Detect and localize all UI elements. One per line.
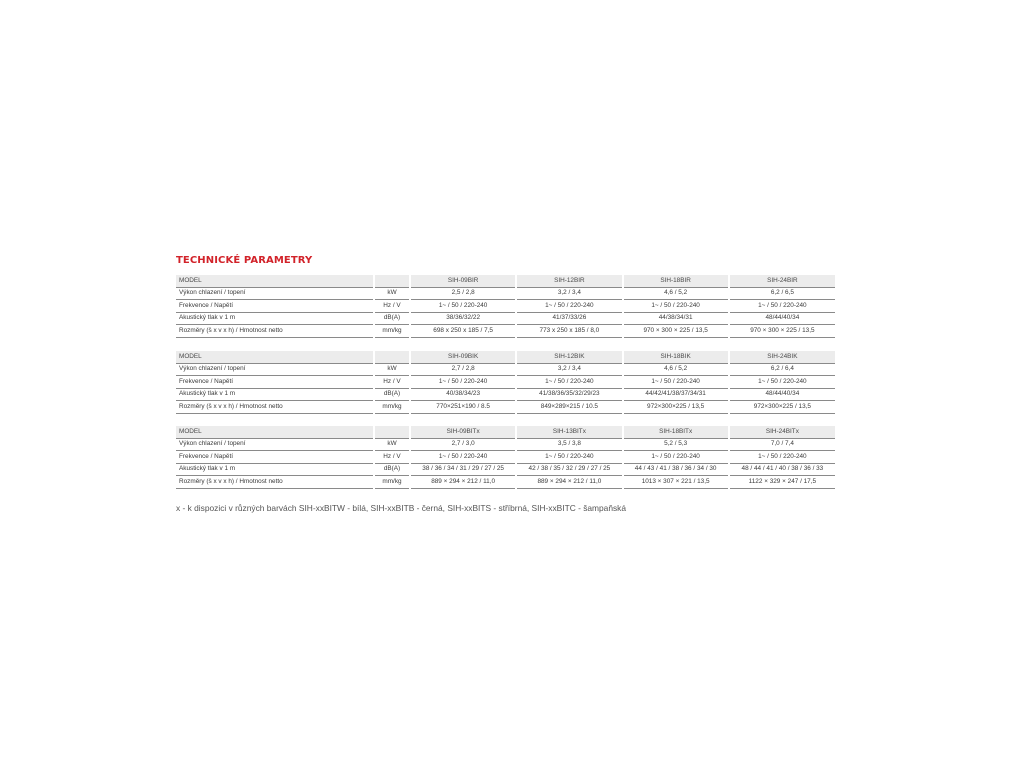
table-row [176,312,835,325]
parameter-label: Výkon chlazení / topení [176,438,374,451]
parameter-value: 1~ / 50 / 220-240 [516,451,622,464]
parameter-value: 1~ / 50 / 220-240 [623,376,729,389]
parameter-value: 2,5 / 2,8 [410,287,516,300]
parameter-unit: Hz / V [374,376,410,389]
table-row [176,438,835,451]
parameter-value: 1~ / 50 / 220-240 [729,376,835,389]
parameter-label: Akustický tlak v 1 m [176,312,374,325]
parameter-value: 1122 × 329 × 247 / 17,5 [729,476,835,489]
parameter-unit: dB(A) [374,463,410,476]
parameter-unit: dB(A) [374,312,410,325]
parameter-value: 1~ / 50 / 220-240 [623,451,729,464]
model-name-cell: SIH-18BITx [623,426,729,438]
parameter-value: 889 × 294 × 212 / 11,0 [516,476,622,489]
table-row [176,300,835,313]
parameter-value: 38/36/32/22 [410,312,516,325]
model-name-cell: SIH-09BIK [410,351,516,363]
parameter-value: 48/44/40/34 [729,388,835,401]
parameter-value: 1013 × 307 × 221 / 13,5 [623,476,729,489]
parameter-unit: mm/kg [374,401,410,414]
parameter-value: 970 × 300 × 225 / 13,5 [623,325,729,338]
spec-table-bik [176,351,835,414]
parameter-value: 5,2 / 5,3 [623,438,729,451]
parameter-label: Akustický tlak v 1 m [176,463,374,476]
spec-table-bir [176,275,835,338]
model-name-cell: SIH-18BIR [623,275,729,287]
parameter-value: 44/38/34/31 [623,312,729,325]
model-header-label: MODEL [176,426,374,438]
parameter-value: 770×251×190 / 8.5 [410,401,516,414]
parameter-label: Rozměry (š x v x h) / Hmotnost netto [176,476,374,489]
table-row [176,363,835,376]
parameter-label: Rozměry (š x v x h) / Hmotnost netto [176,401,374,414]
parameter-value: 1~ / 50 / 220-240 [729,451,835,464]
parameter-unit: kW [374,438,410,451]
model-name-cell: SIH-24BIR [729,275,835,287]
parameter-unit: kW [374,363,410,376]
page-title: TECHNICKÉ PARAMETRY [176,255,313,266]
parameter-label: Frekvence / Napětí [176,451,374,464]
parameter-unit: kW [374,287,410,300]
parameter-unit: mm/kg [374,476,410,489]
parameter-label: Výkon chlazení / topení [176,287,374,300]
parameter-value: 40/38/34/23 [410,388,516,401]
parameter-value: 1~ / 50 / 220-240 [410,300,516,313]
model-name-cell: SIH-13BITx [516,426,622,438]
parameter-unit: mm/kg [374,325,410,338]
parameter-value: 1~ / 50 / 220-240 [516,376,622,389]
unit-header-cell [374,351,410,363]
table-row [176,388,835,401]
parameter-value: 1~ / 50 / 220-240 [410,376,516,389]
parameter-value: 44/42/41/38/37/34/31 [623,388,729,401]
parameter-value: 1~ / 50 / 220-240 [623,300,729,313]
model-name-cell: SIH-09BIR [410,275,516,287]
model-name-cell: SIH-12BIR [516,275,622,287]
model-name-cell: SIH-24BIK [729,351,835,363]
parameter-value: 3,5 / 3,8 [516,438,622,451]
parameter-value: 6,2 / 6,5 [729,287,835,300]
parameter-value: 3,2 / 3,4 [516,287,622,300]
parameter-unit: Hz / V [374,451,410,464]
parameter-value: 7,0 / 7,4 [729,438,835,451]
parameter-value: 972×300×225 / 13,5 [623,401,729,414]
parameter-value: 6,2 / 6,4 [729,363,835,376]
spec-table-bitx [176,426,835,489]
parameter-value: 4,6 / 5,2 [623,287,729,300]
parameter-value: 1~ / 50 / 220-240 [729,300,835,313]
parameter-value: 2,7 / 3,0 [410,438,516,451]
unit-header-cell [374,426,410,438]
parameter-value: 41/37/33/26 [516,312,622,325]
model-header-label: MODEL [176,275,374,287]
parameter-unit: Hz / V [374,300,410,313]
table-row [176,376,835,389]
table-header-row [176,351,835,363]
parameter-value: 3,2 / 3,4 [516,363,622,376]
model-name-cell: SIH-09BITx [410,426,516,438]
parameter-value: 889 × 294 × 212 / 11,0 [410,476,516,489]
table-row [176,401,835,414]
table-header-row [176,275,835,287]
table-row [176,463,835,476]
parameter-label: Akustický tlak v 1 m [176,388,374,401]
parameter-value: 970 × 300 × 225 / 13,5 [729,325,835,338]
parameter-value: 773 x 250 x 185 / 8,0 [516,325,622,338]
parameter-value: 38 / 36 / 34 / 31 / 29 / 27 / 25 [410,463,516,476]
parameter-value: 849×289×215 / 10.5 [516,401,622,414]
parameter-unit: dB(A) [374,388,410,401]
parameter-value: 48 / 44 / 41 / 40 / 38 / 36 / 33 [729,463,835,476]
model-name-cell: SIH-18BIK [623,351,729,363]
model-name-cell: SIH-24BITx [729,426,835,438]
parameter-value: 48/44/40/34 [729,312,835,325]
parameter-value: 1~ / 50 / 220-240 [516,300,622,313]
table-header-row [176,426,835,438]
parameter-label: Frekvence / Napětí [176,376,374,389]
parameter-value: 41/38/36/35/32/29/23 [516,388,622,401]
parameter-value: 44 / 43 / 41 / 38 / 36 / 34 / 30 [623,463,729,476]
table-row [176,287,835,300]
parameter-label: Rozměry (š x v x h) / Hmotnost netto [176,325,374,338]
parameter-value: 42 / 38 / 35 / 32 / 29 / 27 / 25 [516,463,622,476]
table-row [176,325,835,338]
parameter-value: 1~ / 50 / 220-240 [410,451,516,464]
parameter-value: 698 x 250 x 185 / 7,5 [410,325,516,338]
table-row [176,451,835,464]
unit-header-cell [374,275,410,287]
parameter-label: Výkon chlazení / topení [176,363,374,376]
parameter-value: 972×300×225 / 13,5 [729,401,835,414]
table-row [176,476,835,489]
parameter-label: Frekvence / Napětí [176,300,374,313]
model-header-label: MODEL [176,351,374,363]
parameter-value: 2,7 / 2,8 [410,363,516,376]
model-name-cell: SIH-12BIK [516,351,622,363]
parameter-value: 4,6 / 5,2 [623,363,729,376]
color-footnote: x - k dispozici v různých barvách SIH-xxBITW - bílá, SIH-xxBITB - černá, SIH-xxBITS - stříbrná, SIH-xxBITC - šampaňská [176,503,627,513]
